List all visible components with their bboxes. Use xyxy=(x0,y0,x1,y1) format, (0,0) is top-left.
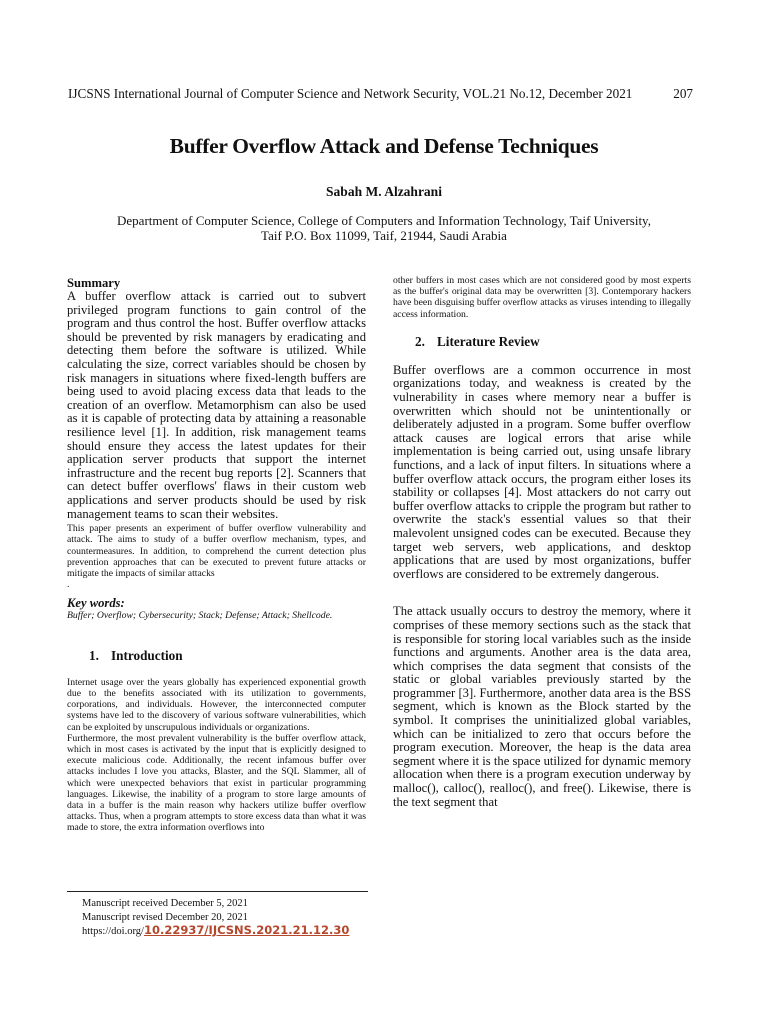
affiliation-line-2: Taif P.O. Box 11099, Taif, 21944, Saudi Arabia xyxy=(261,228,507,243)
left-column xyxy=(67,276,366,834)
author-name: Sabah M. Alzahrani xyxy=(326,184,442,199)
summary-body: A buffer overflow attack is carried out to subvert privileged program functions to gain control of the program and thus control the host. Buffer overflow attacks should be prevented by risk managers by eradicating and detecting them before the software is utilized. While calculating the size, correct variables should be chosen by risk managers in situations where fixed-length buffers are being used to avoid placing excess data that leads to the creation of an overflow. Metamorphism can also be used as it is capable of protecting data by attaining a reasonable resilience level [1]. In addition, risk management teams should ensure they access the latest updates for their application server products that support the internet infrastructure and the recent bug reports [2]. Scanners that can detect buffer overflows' flaws in their custom web applications and server products should be used by risk management teams to scan their websites. xyxy=(67,289,366,521)
intro-paragraph-1: Internet usage over the years globally has experienced exponential growth due to the benefits associated with its utilization to governments, corporations, and individuals. However, the interconnected computer systems have led to the discovery of various software vulnerabilities, which can be exploited by unscrupulous individuals or organizations. xyxy=(67,676,366,733)
continued-paragraph: other buffers in most cases which are not considered good by most experts as the buffer's original data may be overwritten [3]. Contemporary hackers have been disguising buffer overflow attacks as viruses intending to illegally access information. xyxy=(393,275,691,320)
running-header xyxy=(68,86,693,102)
summary-paper-note: This paper presents an experiment of buffer overflow vulnerability and attack. The aims to study of a buffer overflow mechanism, types, and countermeasures. In addition, to comprehend the current detection plus prevention approaches that can be executed to prevent future attacks or mitigate the impacts of similar attacks xyxy=(67,523,366,579)
journal-citation: IJCSNS International Journal of Computer Science and Network Security, VOL.21 No.12, December 2021 xyxy=(68,86,633,101)
doi-line xyxy=(82,924,349,939)
section-title: Literature Review xyxy=(437,333,540,349)
manuscript-revised: Manuscript revised December 20, 2021 xyxy=(82,911,248,923)
author-affiliation xyxy=(0,213,768,243)
section-number: 1. xyxy=(89,647,99,663)
section-number: 2. xyxy=(415,333,425,349)
keywords-list: Buffer; Overflow; Cybersecurity; Stack; Defense; Attack; Shellcode. xyxy=(67,610,333,622)
right-column xyxy=(393,275,691,809)
doi-prefix: https://doi.org/ xyxy=(82,926,144,937)
lit-review-paragraph-1: Buffer overflows are a common occurrence in most organizations today, and weakness is created by the vulnerability in cases where memory near a buffer is overwritten which should not be unintentionally or deliberately adjusted in a program. Some buffer overflow attack causes are logical errors that arise while implementation is being carried out, using unsafe library functions, and a lack of input filters. In situations where a buffer overflow attack occurs, the program either loses its stability or collapses [4]. Most attackers do not carry out buffer overflow attacks to cripple the program but rather to overwrite the stack's essential values so that their malevolent unsigned codes can be executed. Because they target web servers, web applications, and desktop applications that are used by most organizations, buffer overflows are considered to be extremely dangerous. xyxy=(393,362,691,581)
page-number: 207 xyxy=(673,86,693,101)
keywords-heading: Key words: xyxy=(67,596,125,611)
footnote xyxy=(82,897,349,939)
summary-heading: Summary xyxy=(67,276,121,290)
literature-review-heading xyxy=(393,334,691,350)
manuscript-received: Manuscript received December 5, 2021 xyxy=(82,898,248,909)
doi-link[interactable]: 10.22937/IJCSNS.2021.21.12.30 xyxy=(143,923,350,937)
footnote-divider xyxy=(67,891,368,892)
introduction-heading xyxy=(67,648,366,664)
section-title: Introduction xyxy=(111,647,183,663)
summary-trailing-mark: . xyxy=(67,579,70,591)
lit-review-paragraph-2: The attack usually occurs to destroy the memory, where it comprises of these memory sections such as the stack that is responsible for storing local variables such as the inside functions and arguments. Another area is the data area, which comprises the data segment that consists of the static or global variables previously started by the programmer [3]. Furthermore, another data area is the BSS segment, which is known as the Block started by the symbol. It comprises the uninitialized global variables, which can be initialized to zero that occurs before the program execution. Moreover, the heap is the data area segment where it is the space utilized for dynamic memory allocation when there is a program execution underway by malloc(), calloc(), realloc(), and free(). Likewise, there is the text segment that xyxy=(393,604,691,809)
affiliation-line-1: Department of Computer Science, College of Computers and Information Technology, Taif University, xyxy=(117,213,651,228)
intro-paragraph-2: Furthermore, the most prevalent vulnerability is the buffer overflow attack, which in most cases is activated by the input that is explicitly designed to execute malicious code. Additionally, the recent infamous buffer over attacks includes I love you attacks, Blaster, and the SQL Slammer, all of which were unexpected behaviors that exist in particular programming languages. Likewise, the inability of a program to store large amounts of data in a buffer is the main reason why hackers utilize buffer overflow attacks. Thus, when a program attempts to store excess data than what it was made to store, the extra information overflows into xyxy=(67,732,366,834)
paper-title: Buffer Overflow Attack and Defense Techniques xyxy=(169,134,599,158)
